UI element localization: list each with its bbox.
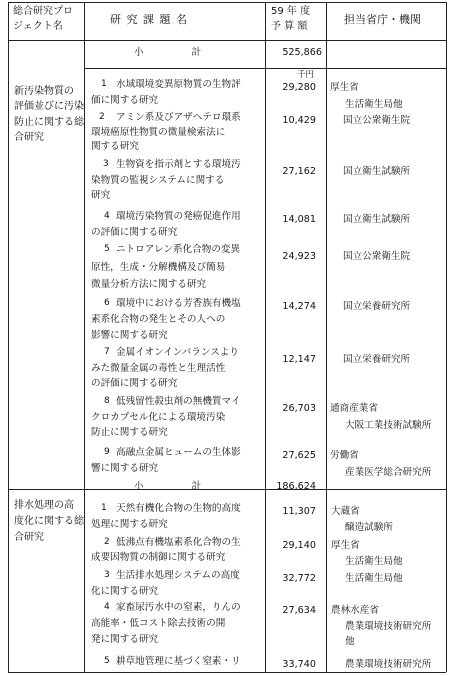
ministry-line: 厚生省: [331, 540, 360, 551]
item-title-line: 金属イオンインバランスより: [116, 347, 239, 358]
item-amount: 14,081: [282, 214, 316, 225]
item-title-line: 成要因物質の制御に関する研究: [91, 552, 226, 563]
ministry-line: 通商産業省: [330, 403, 378, 414]
group-divider-rule: [8, 489, 446, 490]
budget-column-divider: [265, 2, 266, 672]
unit-label: 千円: [297, 70, 315, 80]
left-border: [8, 2, 9, 672]
ministry-line: 国立衛生試験所: [343, 214, 411, 225]
header-ministry: 担当省庁・機関: [344, 13, 421, 26]
item-title-line: 高能率・低コスト除去技術の開: [91, 618, 226, 629]
top-subtotal-label: 小 計: [134, 47, 202, 58]
project-name-line: 排水処理の高: [14, 500, 74, 511]
item-number: 2: [99, 112, 105, 122]
header-title: 研 究 課 題 名: [110, 13, 188, 26]
ministry-line: 国立衛生試験所: [343, 166, 411, 177]
item-number: 3: [104, 570, 110, 580]
project-name-line: 度化に関する総: [14, 516, 84, 527]
item-title-line: 価に関する研究: [91, 94, 159, 106]
item-title-line: 生物資を指示剤とする環境汚: [116, 159, 241, 170]
item-number: 4: [104, 211, 110, 221]
item-amount: 24,923: [282, 251, 316, 262]
ministry-line: 国立公衆衛生院: [343, 115, 411, 126]
header-bottom-rule: [8, 40, 446, 41]
item-amount: 27,625: [282, 450, 316, 461]
item-number: 2: [104, 537, 110, 547]
ministry-line: 大蔵省: [331, 506, 360, 517]
group1-subtotal-amount: 186,624: [276, 481, 316, 492]
item-number: 1: [101, 79, 107, 89]
item-number: 6: [104, 298, 110, 308]
item-number: 1: [101, 503, 107, 513]
item-amount: 33,740: [282, 659, 316, 670]
item-title-line: 素系化合物の発生とその人への: [91, 314, 226, 325]
item-amount: 27,634: [282, 605, 316, 616]
item-title-line: みた微量金属の毒性と生理活性: [91, 362, 226, 374]
item-number: 9: [104, 447, 110, 457]
header-project-line: ジェクト名: [13, 21, 63, 32]
ministry-line: 生活衛生局他: [345, 99, 403, 110]
item-title-line: 高融点金属ヒュームの生体影: [116, 447, 241, 458]
item-amount: 26,703: [282, 403, 316, 414]
item-title-line: ニトロアレン系化合物の変異: [116, 244, 241, 255]
item-title-line: 耕草地管理に基づく窒素・リ: [116, 656, 241, 667]
project-name-line: 新汚染物質の: [14, 86, 74, 97]
item-title-line: 化に関する研究: [91, 586, 159, 597]
item-amount: 10,429: [282, 115, 316, 126]
item-title-line: アミン系及びアザヘテロ環系: [116, 112, 241, 123]
item-amount: 29,140: [282, 540, 316, 551]
item-number: 3: [103, 159, 109, 169]
item-amount: 11,307: [282, 506, 316, 517]
table-bottom-rule: [8, 672, 446, 673]
item-title-line: 響に関する研究: [91, 463, 159, 474]
item-number: 5: [104, 244, 110, 254]
item-title-line: 家畜尿汚水中の窒素，りんの: [116, 602, 241, 613]
group1-subtotal-label: 小 計: [134, 481, 202, 492]
item-title-line: 微量分析方法に関する研究: [91, 279, 207, 290]
header-budget-line: 予 算 額: [271, 21, 308, 32]
ministry-line: 労働省: [330, 450, 359, 461]
item-amount: 27,162: [282, 166, 316, 177]
right-border: [446, 2, 447, 672]
item-title-line: 関する研究: [91, 141, 139, 152]
ministry-line: 農業環境技術研究所: [345, 620, 432, 632]
project-column-divider: [84, 2, 85, 672]
ministry-line: 国立栄養研究所: [343, 354, 411, 365]
item-title-line: 生活排水処理システムの高度: [116, 570, 240, 581]
ministry-line: 国立公衆衛生院: [343, 251, 411, 262]
ministry-column-divider: [326, 2, 327, 672]
ministry-line: 他: [345, 636, 355, 647]
header-budget-line: 59 年 度: [271, 6, 311, 17]
ministry-line: 農業環境技術研究所: [345, 659, 432, 670]
item-title-line: 天然有機化合物の生物的高度: [116, 503, 241, 514]
project-name-line: 評価並びに汚染: [14, 101, 84, 112]
ministry-line: 醸造試験所: [345, 521, 393, 533]
ministry-line: 生活衛生局他: [345, 573, 403, 584]
ministry-line: 国立栄養研究所: [343, 301, 411, 312]
ministry-line: 大阪工業技術試験所: [345, 420, 432, 431]
ministry-line: 農林水産省: [331, 605, 379, 616]
item-number: 8: [104, 396, 110, 406]
item-title-line: 発に関する研究: [91, 634, 159, 645]
item-number: 4: [104, 602, 110, 612]
item-title-line: の評価に関する研究: [91, 226, 178, 238]
item-title-line: 原性，生成・分解機構及び簡易: [91, 261, 226, 273]
header-project-line: 総合研究プロ: [13, 6, 73, 17]
item-title-line: 処理に関する研究: [91, 519, 168, 530]
item-amount: 29,280: [282, 82, 316, 93]
ministry-line: 厚生省: [330, 82, 359, 93]
item-title-line: 研究: [91, 190, 111, 201]
item-title-line: クロカプセル化による環境汚染: [91, 411, 226, 423]
item-title-line: の評価に関する研究: [91, 378, 178, 389]
item-title-line: 防止に関する研究: [91, 427, 168, 438]
item-amount: 32,772: [282, 573, 316, 584]
item-title-line: 環境癌原性物質の微量検索法に: [91, 126, 226, 138]
project-name-line: 合研究: [14, 132, 44, 143]
item-amount: 12,147: [282, 354, 316, 365]
item-title-line: 水域環境変異原物質の生物評: [116, 79, 241, 90]
project-name-line: 防止に関する総: [14, 117, 84, 128]
ministry-line: 産業医学総合研究所: [345, 467, 432, 478]
item-title-line: 影響に関する研究: [91, 330, 168, 341]
ministry-line: 生活衛生局他: [345, 555, 403, 567]
table-top-rule: [8, 2, 446, 3]
item-number: 7: [104, 347, 110, 357]
item-title-line: 環境汚染物質の発癌促進作用: [116, 211, 241, 222]
item-title-line: 低沸点有機塩素系化合物の生: [116, 537, 241, 548]
project-name-line: 合研究: [14, 532, 44, 543]
item-number: 5: [104, 656, 110, 666]
item-title-line: 染物質の監視システムに関する: [91, 174, 225, 186]
item-title-line: 環境中における芳香族有機塩: [116, 298, 241, 309]
item-title-line: 低残留性殺虫剤の無機質マイ: [116, 396, 241, 407]
top-subtotal-amount: 525,866: [282, 47, 322, 58]
item-amount: 14,274: [282, 301, 316, 312]
